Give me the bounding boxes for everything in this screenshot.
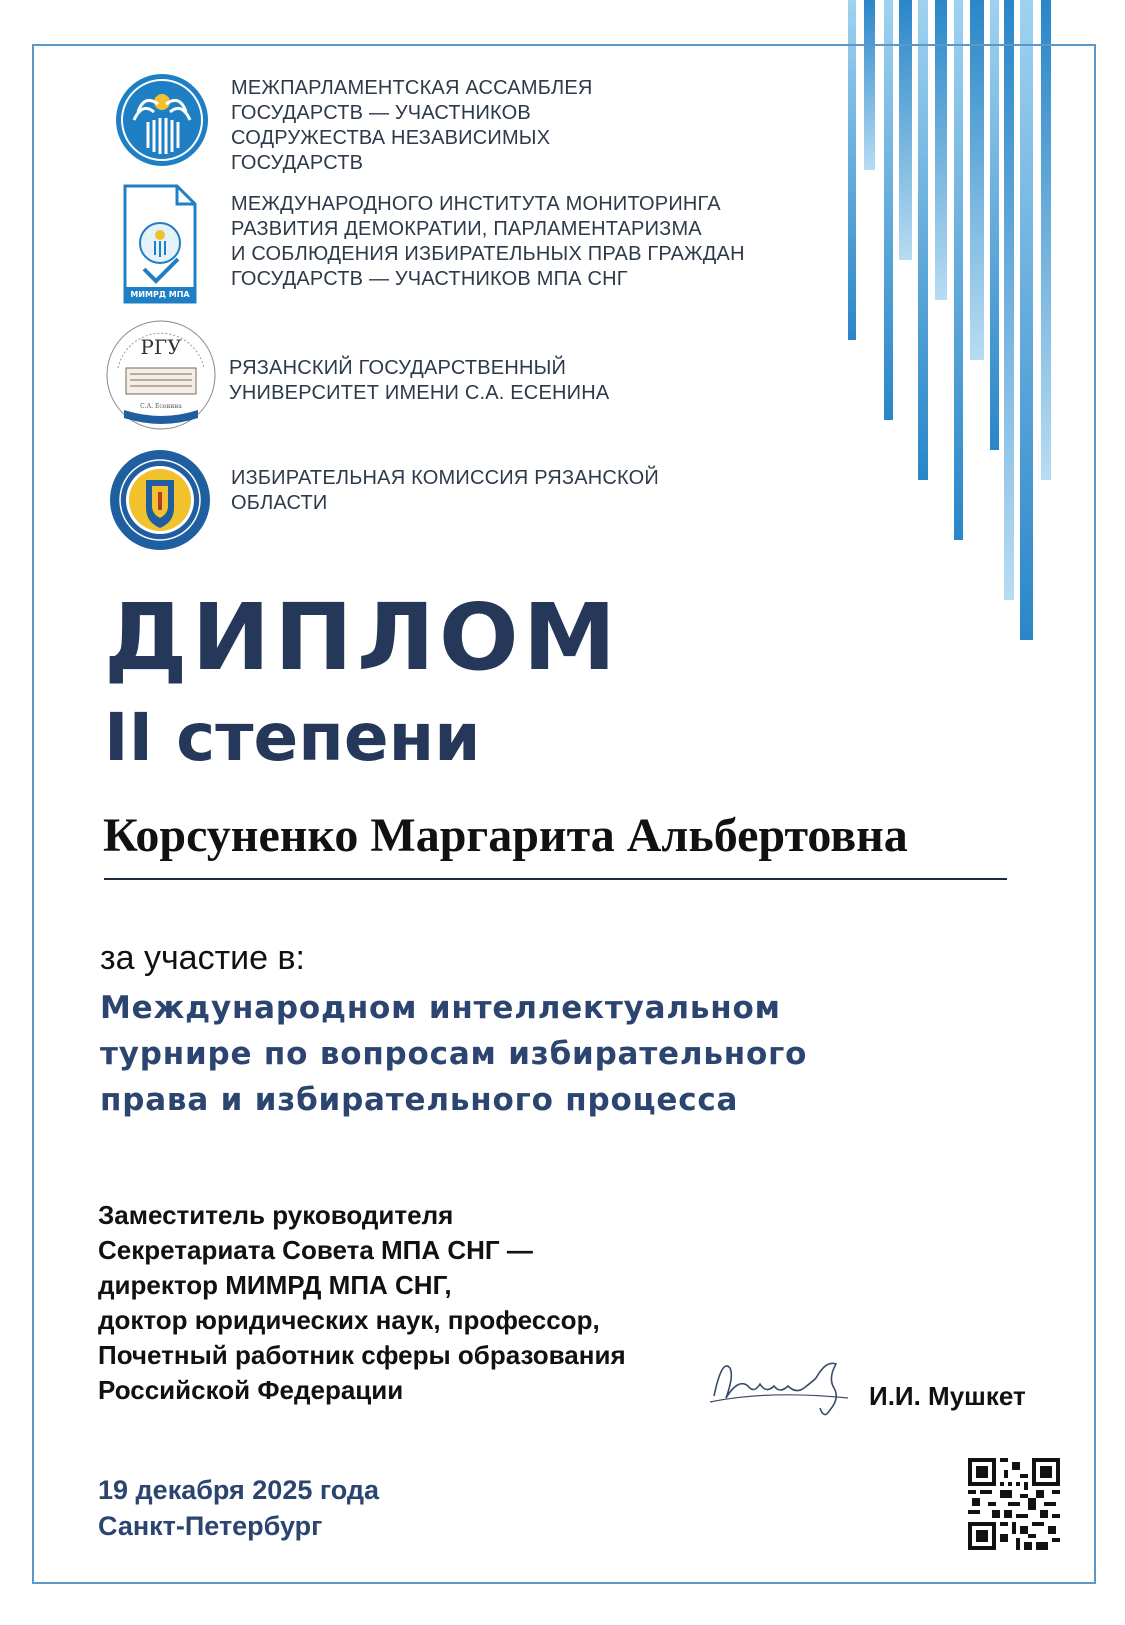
recipient-name: Корсуненко Маргарита Альбертовна	[103, 809, 908, 862]
org-name-rgu: РЯЗАНСКИЙ ГОСУДАРСТВЕННЫЙ УНИВЕРСИТЕТ ИМЕНИ С.А. ЕСЕНИНА	[229, 357, 610, 404]
event-line: турнире по вопросам избирательного	[100, 1036, 808, 1072]
svg-text:С.А. Есенина: С.А. Есенина	[140, 403, 182, 410]
diploma-title: ДИПЛОМ	[104, 584, 621, 691]
qr-code	[968, 1458, 1060, 1550]
signer-position	[98, 1198, 626, 1408]
rgu-logo-caption: РГУ	[140, 335, 182, 359]
footer	[98, 1472, 379, 1544]
participation-label: за участие в:	[100, 939, 305, 977]
recipient-underline	[104, 878, 1007, 880]
mimrd-logo-caption: МИМРД МПА СНГ	[130, 290, 190, 314]
issue-city: Санкт-Петербург	[98, 1511, 323, 1541]
election-commission-seal-icon	[108, 448, 212, 557]
event-line: права и избирательного процесса	[100, 1082, 739, 1118]
event-line: Международном интеллектуальном	[100, 990, 781, 1026]
signer-name: И.И. Мушкет	[869, 1381, 1026, 1411]
signer-position-line: директор МИМРД МПА СНГ,	[98, 1270, 452, 1300]
event-name	[100, 985, 1020, 1123]
signer-position-line: Заместитель руководителя	[98, 1200, 454, 1230]
org-name-election-commission: ИЗБИРАТЕЛЬНАЯ КОМИССИЯ РЯЗАНСКОЙ ОБЛАСТИ	[231, 467, 660, 514]
rgu-university-seal-icon	[104, 318, 218, 437]
mimrd-document-icon	[122, 183, 198, 314]
org-name-mimrd: МЕЖДУНАРОДНОГО ИНСТИТУТА МОНИТОРИНГА РАЗВИТИЯ ДЕМОКРАТИИ, ПАРЛАМЕНТАРИЗМА И СОБЛЮДЕНИЯ ИЗБИРАТЕЛЬНЫХ ПРАВ ГРАЖДАН ГОСУДАРСТВ — УЧАСТНИКОВ МПА СНГ	[231, 193, 745, 290]
issue-date: 19 декабря 2025 года	[98, 1475, 380, 1505]
diploma-degree: II степени	[104, 699, 481, 776]
signer-position-line: доктор юридических наук, профессор,	[98, 1305, 600, 1335]
signer-position-line: Российской Федерации	[98, 1375, 404, 1405]
signer-position-line: Секретариата Совета МПА СНГ —	[98, 1235, 533, 1265]
cis-assembly-emblem-icon	[114, 72, 210, 173]
signer-position-line: Почетный работник сферы образования	[98, 1340, 626, 1370]
org-name-cis-assembly: МЕЖПАРЛАМЕНТСКАЯ АССАМБЛЕЯ ГОСУДАРСТВ — УЧАСТНИКОВ СОДРУЖЕСТВА НЕЗАВИСИМЫХ ГОСУДАРСТВ	[231, 77, 593, 174]
handwritten-signature	[708, 1338, 858, 1428]
